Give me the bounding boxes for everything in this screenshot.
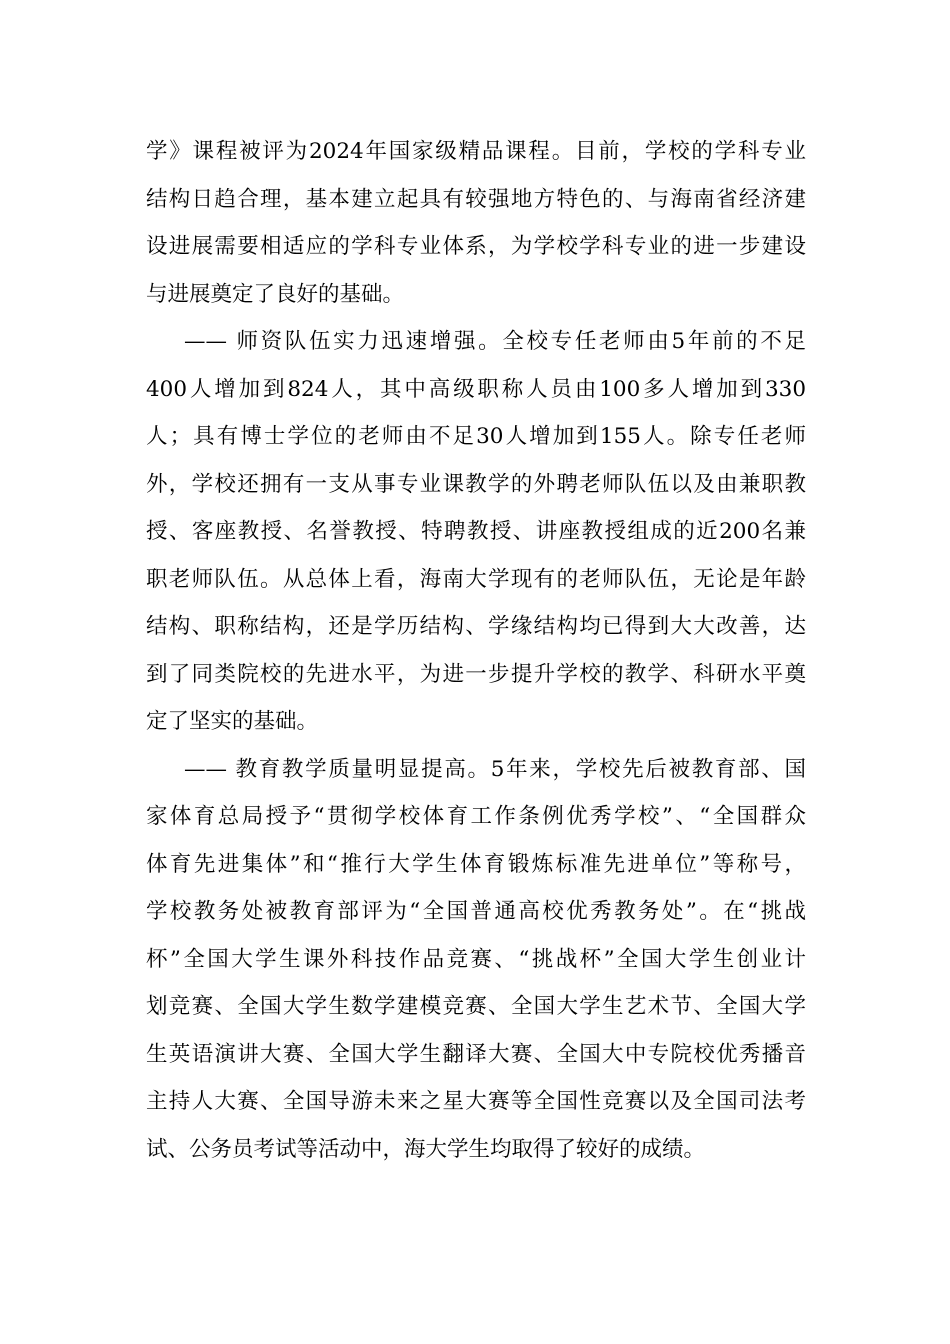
text-line: 试、公务员考试等活动中，海大学生均取得了较好的成绩。: [146, 1136, 706, 1162]
text-line: 杯”全国大学生课外科技作品竞赛、“挑战杯”全国大学生创业计: [146, 946, 806, 972]
text-line: —— 教育教学质量明显提高。5年来，学校先后被教育部、国: [184, 756, 806, 782]
text-line: —— 师资队伍实力迅速增强。全校专任老师由5年前的不足: [184, 329, 806, 354]
text-line: 体育先进集体”和“推行大学生体育锻炼标准先进单位”等称号，: [146, 851, 806, 877]
text-line: 结构日趋合理，基本建立起具有较强地方特色的、与海南省经济建: [146, 186, 806, 212]
text-line: 授、客座教授、名誉教授、特聘教授、讲座教授组成的近200名兼: [146, 519, 806, 544]
paragraph-faculty: [146, 318, 806, 746]
text-line: 学校教务处被教育部评为“全国普通高校优秀教务处”。在“挑战: [146, 899, 806, 924]
text-line: 400人增加到824人，其中高级职称人员由100多人增加到330: [146, 376, 806, 402]
text-line: 职老师队伍。从总体上看，海南大学现有的老师队伍，无论是年龄: [146, 566, 806, 592]
paragraph-disciplines: [146, 128, 806, 318]
text-line: 家体育总局授予“贯彻学校体育工作条例优秀学校”、“全国群众: [146, 804, 806, 829]
text-line: 与进展奠定了良好的基础。: [146, 281, 405, 307]
text-line: 到了同类院校的先进水平，为进一步提升学校的教学、科研水平奠: [146, 661, 806, 687]
document-body: [146, 128, 806, 1173]
text-line: 结构、职称结构，还是学历结构、学缘结构均已得到大大改善，达: [146, 614, 806, 639]
text-line: 定了坚实的基础。: [146, 709, 319, 734]
text-line: 设进展需要相适应的学科专业体系，为学校学科专业的进一步建设: [146, 234, 806, 259]
text-line: 人；具有博士学位的老师由不足30人增加到155人。除专任老师: [146, 424, 806, 449]
text-line: 学》课程被评为2024年国家级精品课程。目前，学校的学科专业: [146, 139, 806, 164]
text-line: 生英语演讲大赛、全国大学生翻译大赛、全国大中专院校优秀播音: [146, 1041, 806, 1067]
text-line: 划竞赛、全国大学生数学建模竞赛、全国大学生艺术节、全国大学: [146, 994, 806, 1019]
text-line: 外，学校还拥有一支从事专业课教学的外聘老师队伍以及由兼职教: [146, 471, 806, 497]
paragraph-teaching-quality: [146, 746, 806, 1174]
text-line: 主持人大赛、全国导游未来之星大赛等全国性竞赛以及全国司法考: [146, 1089, 806, 1114]
